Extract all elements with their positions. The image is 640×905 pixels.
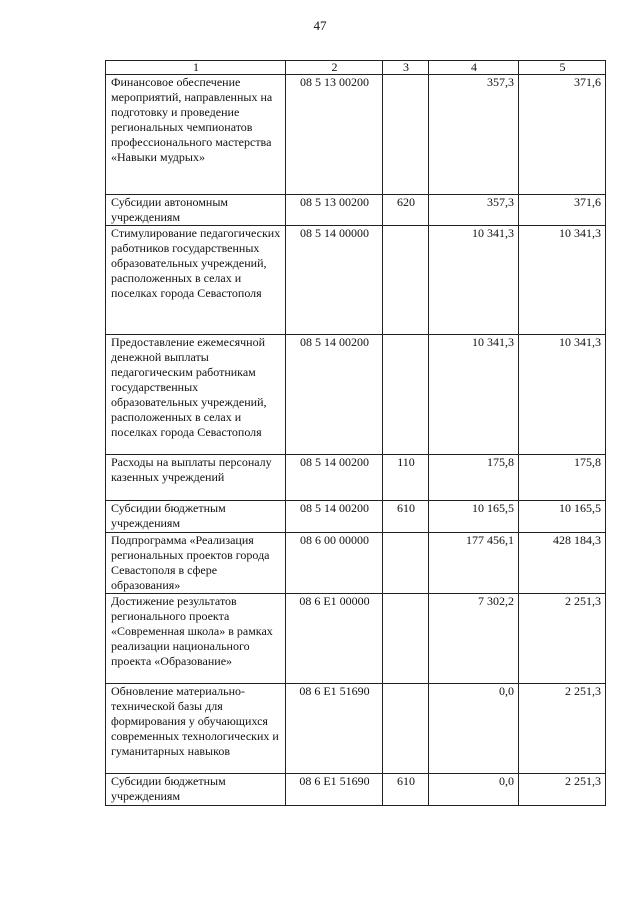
column-header-expense-type: 3: [383, 61, 429, 75]
table-row: [106, 455, 606, 501]
row-amount-2: 371,6: [519, 75, 606, 195]
row-amount-2: 2 251,3: [519, 684, 606, 774]
row-amount-1: 0,0: [429, 684, 519, 774]
row-name: Расходы на выплаты персоналу казенных учреждений: [106, 455, 286, 501]
row-code: 08 5 13 00200: [286, 75, 383, 195]
row-code: 08 6 E1 00000: [286, 594, 383, 684]
row-amount-1: 357,3: [429, 75, 519, 195]
row-code: 08 5 14 00200: [286, 335, 383, 455]
row-amount-2: 2 251,3: [519, 594, 606, 684]
table-row: [106, 75, 606, 195]
table-row: [106, 226, 606, 335]
column-header-name: 1: [106, 61, 286, 75]
row-amount-2: 175,8: [519, 455, 606, 501]
row-amount-2: 428 184,3: [519, 533, 606, 594]
column-header-amount-2: 5: [519, 61, 606, 75]
row-expense-type: 620: [383, 195, 429, 226]
table-row: [106, 335, 606, 455]
row-amount-2: 10 341,3: [519, 335, 606, 455]
row-expense-type: [383, 533, 429, 594]
row-amount-1: 177 456,1: [429, 533, 519, 594]
row-expense-type: 610: [383, 501, 429, 533]
row-expense-type: [383, 594, 429, 684]
row-name: Достижение результатов регионального проекта «Современная школа» в рамках реализации национального проекта «Образование»: [106, 594, 286, 684]
column-header-code: 2: [286, 61, 383, 75]
row-name: Обновление материально-технической базы для формирования у обучающихся современных технологических и гуманитарных навыков: [106, 684, 286, 774]
row-name: Предоставление ежемесячной денежной выплаты педагогическим работникам государственных образовательных учреждений, расположенных в селах и поселках города Севастополя: [106, 335, 286, 455]
row-code: 08 5 14 00200: [286, 501, 383, 533]
page-number: 47: [313, 18, 327, 33]
row-amount-1: 10 341,3: [429, 335, 519, 455]
row-code: 08 5 13 00200: [286, 195, 383, 226]
row-name: Подпрограмма «Реализация региональных проектов города Севастополя в сфере образования»: [106, 533, 286, 594]
table-row: [106, 195, 606, 226]
row-amount-1: 175,8: [429, 455, 519, 501]
row-name: Субсидии автономным учреждениям: [106, 195, 286, 226]
row-amount-2: 10 341,3: [519, 226, 606, 335]
row-expense-type: 610: [383, 774, 429, 806]
row-amount-1: 7 302,2: [429, 594, 519, 684]
row-amount-1: 10 165,5: [429, 501, 519, 533]
table-row: [106, 594, 606, 684]
table-header-row: [106, 61, 606, 75]
row-amount-1: 357,3: [429, 195, 519, 226]
row-expense-type: 110: [383, 455, 429, 501]
row-name: Субсидии бюджетным учреждениям: [106, 501, 286, 533]
row-code: 08 6 E1 51690: [286, 774, 383, 806]
table-row: [106, 774, 606, 806]
row-amount-2: 2 251,3: [519, 774, 606, 806]
row-code: 08 6 E1 51690: [286, 684, 383, 774]
row-expense-type: [383, 684, 429, 774]
row-code: 08 5 14 00200: [286, 455, 383, 501]
row-expense-type: [383, 335, 429, 455]
table-row: [106, 533, 606, 594]
budget-table: [105, 60, 606, 806]
row-expense-type: [383, 75, 429, 195]
table-row: [106, 501, 606, 533]
row-amount-1: 10 341,3: [429, 226, 519, 335]
row-name: Финансовое обеспечение мероприятий, направленных на подготовку и проведение региональных чемпионатов профессионального мастерства «Навыки мудрых»: [106, 75, 286, 195]
table-row: [106, 684, 606, 774]
row-code: 08 5 14 00000: [286, 226, 383, 335]
row-amount-2: 10 165,5: [519, 501, 606, 533]
row-amount-2: 371,6: [519, 195, 606, 226]
row-expense-type: [383, 226, 429, 335]
row-amount-1: 0,0: [429, 774, 519, 806]
column-header-amount-1: 4: [429, 61, 519, 75]
row-name: Субсидии бюджетным учреждениям: [106, 774, 286, 806]
row-name: Стимулирование педагогических работников государственных образовательных учреждений, расположенных в селах и поселках города Севастополя: [106, 226, 286, 335]
row-code: 08 6 00 00000: [286, 533, 383, 594]
